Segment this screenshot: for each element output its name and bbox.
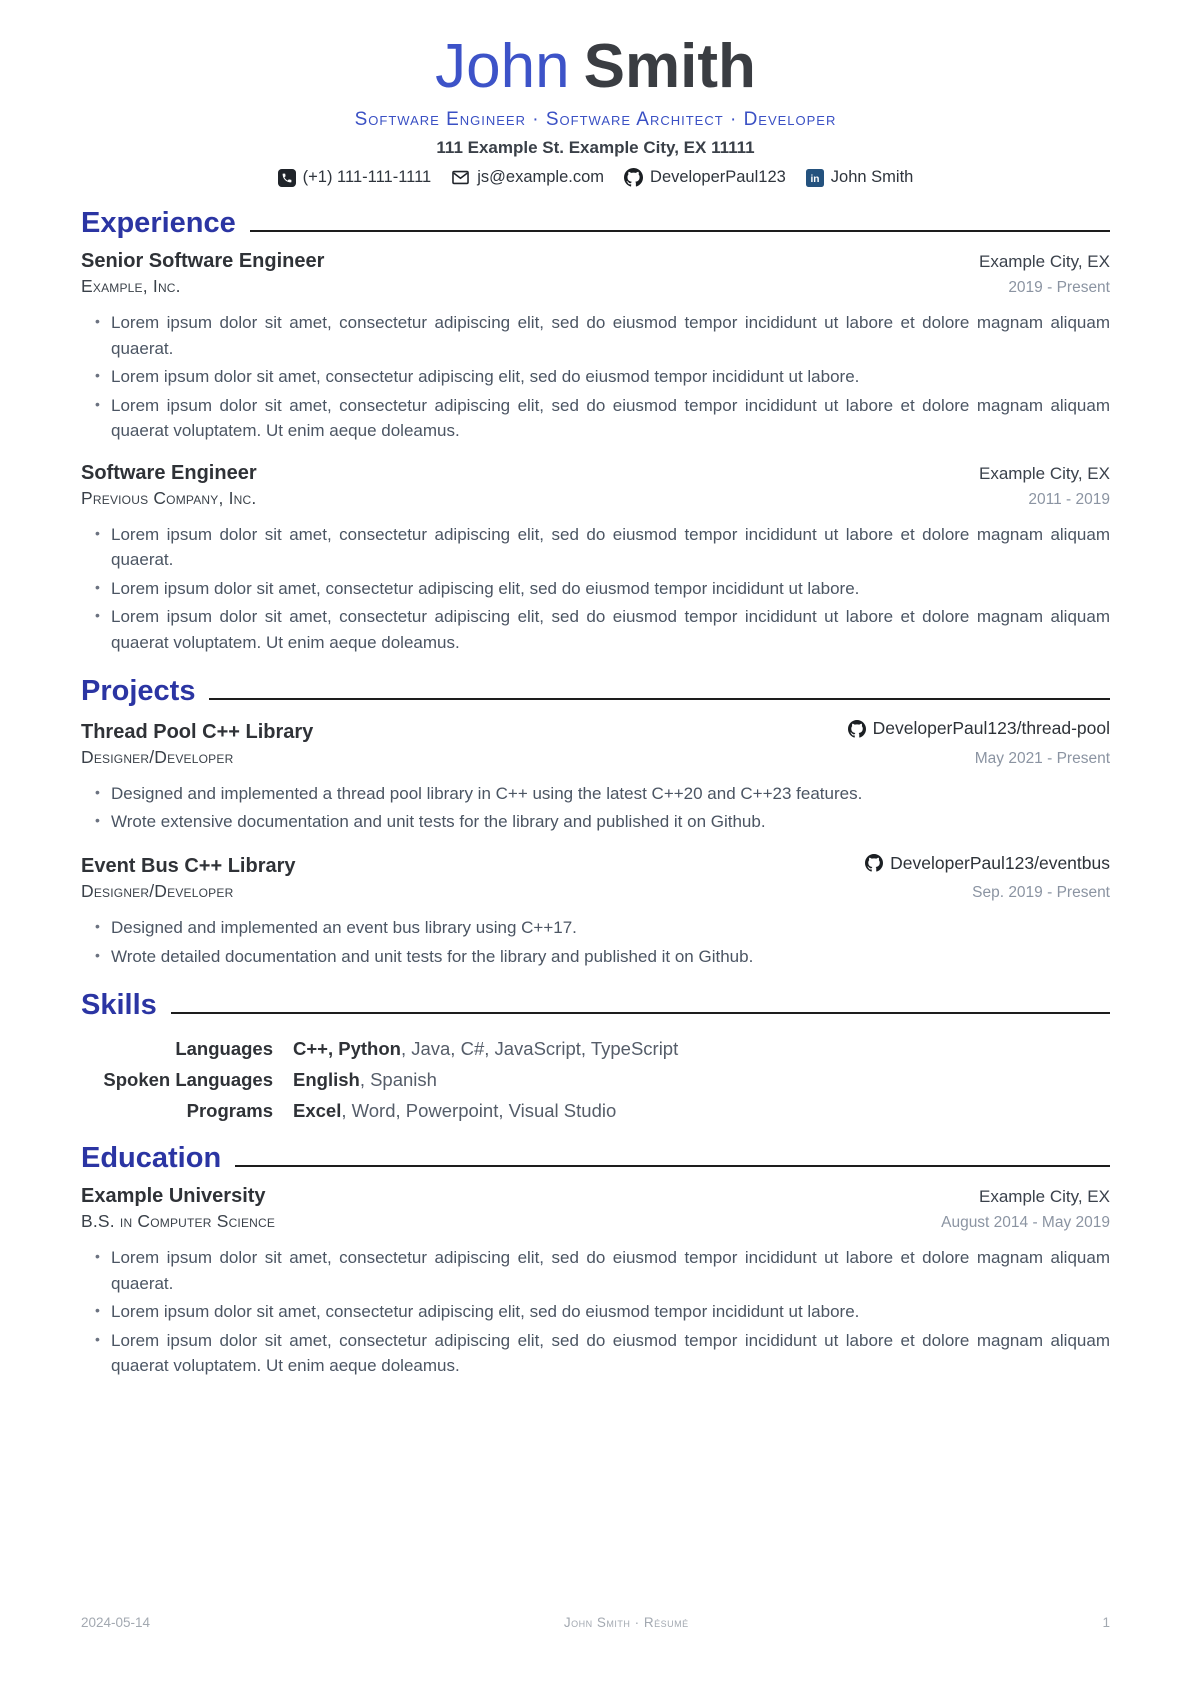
first-name: John — [435, 32, 570, 101]
repo-text: DeveloperPaul123/eventbus — [890, 852, 1110, 873]
skill-values — [293, 1100, 1110, 1122]
section-heading-skills — [81, 989, 1110, 1022]
job-location: Example City, EX — [978, 463, 1110, 483]
tagline: Software Engineer · Software Architect · Developer — [354, 109, 837, 131]
company-name: Example, Inc. — [81, 276, 181, 297]
bullet-item: • Designed and implemented a thread pool library in C++ using the latest C++20 and C++23 features. — [95, 781, 1110, 807]
section-rule — [209, 698, 1110, 700]
section-title: Education — [81, 1142, 222, 1175]
skill-values-rest: , Spanish — [359, 1069, 437, 1091]
skill-values — [293, 1038, 1110, 1060]
project-dates: May 2021 - Present — [974, 749, 1110, 767]
address-line: 111 Example St. Example City, EX 11111 — [436, 138, 755, 158]
skill-values-strong: Excel — [293, 1100, 342, 1122]
bullet-list — [81, 1245, 1110, 1379]
bullet-item: • Wrote extensive documentation and unit tests for the library and published it on Github. — [95, 809, 1110, 835]
skills-table — [81, 1038, 1110, 1122]
education-entry — [81, 1185, 1110, 1379]
bullet-list — [81, 915, 1110, 969]
bullet-item: • Lorem ipsum dolor sit amet, consectetur adipiscing elit, sed do eiusmod tempor incididunt ut labore et dolore magnam aliquam quaerat. — [95, 310, 1110, 361]
skill-label: Spoken Languages — [103, 1069, 273, 1091]
project-title: Thread Pool C++ Library — [81, 720, 314, 743]
linkedin-text: John Smith — [830, 168, 914, 187]
school-location: Example City, EX — [978, 1187, 1110, 1207]
last-name: Smith — [583, 32, 756, 101]
skill-values — [293, 1069, 1110, 1091]
project-repo-link[interactable] — [848, 718, 1110, 739]
job-dates: 2019 - Present — [1008, 279, 1110, 297]
job-title: Senior Software Engineer — [81, 250, 325, 273]
footer-page-number: 1 — [1102, 1615, 1110, 1630]
section-title: Experience — [81, 207, 236, 240]
github-icon — [848, 720, 866, 738]
job-location: Example City, EX — [978, 252, 1110, 272]
job-title: Software Engineer — [81, 461, 257, 484]
experience-entry — [81, 462, 1110, 656]
section-title: Skills — [81, 989, 157, 1022]
person-name — [81, 34, 1110, 99]
github-icon — [624, 168, 643, 187]
skill-row — [81, 1038, 1110, 1060]
bullet-item: • Lorem ipsum dolor sit amet, consectetur adipiscing elit, sed do eiusmod tempor incididunt ut labore et dolore magnam aliquam quaerat voluptatem. Ut enim aeque doleamus. — [95, 393, 1110, 444]
skill-values-strong: C++, Python — [293, 1038, 401, 1060]
repo-text: DeveloperPaul123/thread-pool — [872, 718, 1110, 739]
footer-title: John Smith · Résumé — [563, 1615, 689, 1630]
bullet-item: • Wrote detailed documentation and unit tests for the library and published it on Github. — [95, 944, 1110, 970]
bullet-item: • Lorem ipsum dolor sit amet, consectetur adipiscing elit, sed do eiusmod tempor incididunt ut labore et dolore magnam aliquam quaerat voluptatem. Ut enim aeque doleamus. — [95, 604, 1110, 655]
email-link[interactable] — [451, 168, 604, 187]
degree-name: B.S. in Computer Science — [81, 1211, 276, 1232]
bullet-item: • Lorem ipsum dolor sit amet, consectetur adipiscing elit, sed do eiusmod tempor incididunt ut labore. — [95, 1299, 1110, 1325]
skill-label: Programs — [186, 1100, 273, 1122]
section-rule — [235, 1165, 1110, 1167]
bullet-list — [81, 781, 1110, 835]
experience-entry — [81, 250, 1110, 444]
company-name: Previous Company, Inc. — [81, 487, 257, 508]
project-role: Designer/Developer — [81, 881, 234, 902]
project-entry — [81, 853, 1110, 970]
project-dates: Sep. 2019 - Present — [972, 884, 1110, 902]
section-heading-experience — [81, 207, 1110, 240]
contact-row — [81, 168, 1110, 187]
page-footer — [81, 1615, 1110, 1630]
education-dates: August 2014 - May 2019 — [941, 1214, 1110, 1232]
section-heading-education — [81, 1142, 1110, 1175]
github-text: DeveloperPaul123 — [650, 168, 786, 187]
footer-date: 2024-05-14 — [81, 1615, 151, 1630]
bullet-item: • Lorem ipsum dolor sit amet, consectetur adipiscing elit, sed do eiusmod tempor incididunt ut labore et dolore magnam aliquam quaerat voluptatem. Ut enim aeque doleamus. — [95, 1328, 1110, 1379]
project-repo-link[interactable] — [865, 853, 1110, 874]
project-entry — [81, 718, 1110, 835]
project-title: Event Bus C++ Library — [81, 855, 296, 878]
bullet-item: • Designed and implemented an event bus library using C++17. — [95, 915, 1110, 941]
skill-row — [81, 1069, 1110, 1091]
section-rule — [171, 1012, 1110, 1014]
school-name: Example University — [81, 1185, 266, 1208]
email-text: js@example.com — [477, 168, 605, 187]
bullet-item: • Lorem ipsum dolor sit amet, consectetur adipiscing elit, sed do eiusmod tempor incididunt ut labore. — [95, 364, 1110, 390]
bullet-list — [81, 310, 1110, 444]
linkedin-icon — [806, 169, 824, 187]
bullet-item: • Lorem ipsum dolor sit amet, consectetur adipiscing elit, sed do eiusmod tempor incididunt ut labore et dolore magnam aliquam quaerat. — [95, 1245, 1110, 1296]
skill-values-strong: English — [293, 1069, 360, 1091]
bullet-item: • Lorem ipsum dolor sit amet, consectetur adipiscing elit, sed do eiusmod tempor incididunt ut labore. — [95, 576, 1110, 602]
github-icon — [865, 854, 883, 872]
skill-label: Languages — [175, 1038, 273, 1060]
mail-icon — [451, 168, 470, 187]
github-link[interactable] — [624, 168, 786, 187]
job-dates: 2011 - 2019 — [1028, 490, 1110, 508]
section-title: Projects — [81, 675, 196, 708]
bullet-item: • Lorem ipsum dolor sit amet, consectetur adipiscing elit, sed do eiusmod tempor incididunt ut labore et dolore magnam aliquam quaerat. — [95, 522, 1110, 573]
skill-values-rest: , Word, Powerpoint, Visual Studio — [341, 1100, 617, 1122]
skill-row — [81, 1100, 1110, 1122]
skill-values-rest: , Java, C#, JavaScript, TypeScript — [400, 1038, 679, 1060]
svg-text:in: in — [810, 173, 820, 185]
section-heading-projects — [81, 675, 1110, 708]
phone-icon — [278, 169, 296, 187]
bullet-list — [81, 522, 1110, 656]
phone-link[interactable] — [278, 168, 432, 187]
section-rule — [250, 230, 1110, 232]
linkedin-link[interactable] — [806, 168, 914, 187]
phone-text: (+1) 111-111-1111 — [302, 168, 432, 187]
project-role: Designer/Developer — [81, 746, 234, 767]
